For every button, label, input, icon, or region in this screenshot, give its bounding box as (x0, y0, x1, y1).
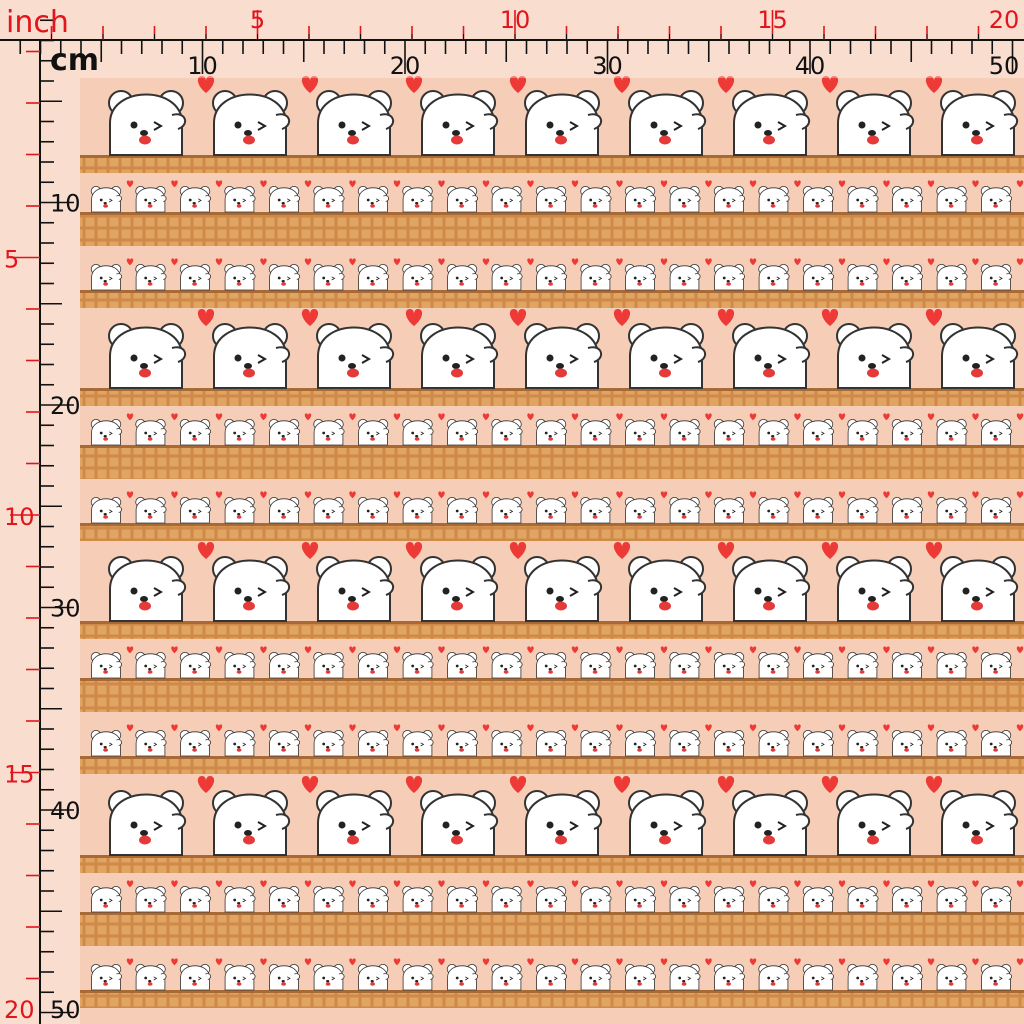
polar-bear-motif (759, 419, 789, 445)
polar-bear-motif (848, 497, 878, 523)
polar-bear-motif (403, 186, 433, 212)
polar-bear-motif (447, 264, 477, 290)
polar-bear-motif (314, 186, 344, 212)
polar-bear-motif (536, 964, 566, 990)
polar-bear-motif (941, 91, 1017, 155)
polar-bear-motif (213, 557, 289, 621)
polar-bear-motif (314, 886, 344, 912)
waffle-band (80, 912, 1024, 946)
polar-bear-motif (421, 557, 497, 621)
polar-bear-motif (733, 91, 809, 155)
polar-bear-motif (269, 730, 299, 756)
waffle-band-edge (80, 523, 1024, 526)
polar-bear-motif (670, 497, 700, 523)
polar-bear-motif (941, 324, 1017, 388)
polar-bear-motif (136, 730, 166, 756)
polar-bear-motif (492, 419, 522, 445)
polar-bear-motif (525, 324, 601, 388)
polar-bear-motif (492, 264, 522, 290)
waffle-band-edge (80, 912, 1024, 915)
polar-bear-motif (525, 557, 601, 621)
polar-bear-motif (180, 419, 210, 445)
polar-bear-motif (314, 497, 344, 523)
polar-bear-motif (358, 264, 388, 290)
polar-bear-motif (803, 419, 833, 445)
polar-bear-motif (803, 264, 833, 290)
polar-bear-motif (581, 730, 611, 756)
polar-bear-motif (225, 264, 255, 290)
polar-bear-motif (492, 497, 522, 523)
inch-label-left: 5 (4, 245, 20, 274)
polar-bear-motif (225, 497, 255, 523)
polar-bear-motif (91, 964, 121, 990)
polar-bear-motif (447, 964, 477, 990)
inch-label-left: 10 (4, 503, 35, 531)
polar-bear-motif (403, 264, 433, 290)
polar-bear-motif (625, 652, 655, 678)
polar-bear-motif (447, 186, 477, 212)
cm-label-top: 20 (389, 52, 421, 80)
polar-bear-motif (581, 419, 611, 445)
polar-bear-motif (492, 886, 522, 912)
polar-bear-motif (837, 324, 913, 388)
polar-bear-motif (358, 186, 388, 212)
polar-bear-motif (536, 886, 566, 912)
inch-unit-label: inch (6, 5, 69, 40)
polar-bear-motif (225, 652, 255, 678)
polar-bear-motif (136, 964, 166, 990)
polar-bear-motif (225, 730, 255, 756)
polar-bear-motif (536, 652, 566, 678)
polar-bear-motif (225, 886, 255, 912)
polar-bear-motif (358, 652, 388, 678)
polar-bear-motif (981, 497, 1011, 523)
polar-bear-motif (136, 264, 166, 290)
polar-bear-motif (91, 186, 121, 212)
polar-bear-motif (403, 964, 433, 990)
polar-bear-motif (109, 791, 185, 855)
polar-bear-motif (225, 419, 255, 445)
polar-bear-motif (892, 730, 922, 756)
polar-bear-motif (714, 419, 744, 445)
polar-bear-motif (670, 652, 700, 678)
polar-bear-motif (109, 324, 185, 388)
polar-bear-motif (714, 497, 744, 523)
cm-unit-label: cm (50, 43, 100, 78)
polar-bear-motif (803, 186, 833, 212)
waffle-band-edge (80, 212, 1024, 215)
polar-bear-motif (314, 652, 344, 678)
polar-bear-motif (269, 886, 299, 912)
polar-bear-motif (317, 791, 393, 855)
polar-bear-motif (759, 264, 789, 290)
polar-bear-motif (109, 91, 185, 155)
polar-bear-motif (629, 791, 705, 855)
polar-bear-motif (629, 557, 705, 621)
polar-bear-motif (981, 419, 1011, 445)
polar-bear-motif (892, 964, 922, 990)
polar-bear-motif (213, 791, 289, 855)
polar-bear-motif (625, 186, 655, 212)
polar-bear-motif (625, 419, 655, 445)
polar-bear-motif (714, 964, 744, 990)
polar-bear-motif (733, 324, 809, 388)
polar-bear-motif (225, 964, 255, 990)
polar-bear-motif (213, 324, 289, 388)
polar-bear-motif (892, 264, 922, 290)
polar-bear-motif (733, 557, 809, 621)
polar-bear-motif (981, 652, 1011, 678)
polar-bear-motif (803, 886, 833, 912)
polar-bear-motif (803, 730, 833, 756)
polar-bear-motif (492, 730, 522, 756)
polar-bear-motif (317, 324, 393, 388)
cm-label-left: 30 (50, 594, 81, 623)
polar-bear-motif (492, 652, 522, 678)
polar-bear-motif (837, 557, 913, 621)
polar-bear-motif (136, 886, 166, 912)
polar-bear-motif (91, 497, 121, 523)
polar-bear-motif (269, 419, 299, 445)
polar-bear-motif (937, 497, 967, 523)
polar-bear-motif (91, 730, 121, 756)
polar-bear-motif (536, 264, 566, 290)
polar-bear-motif (403, 652, 433, 678)
polar-bear-motif (714, 264, 744, 290)
polar-bear-motif (670, 886, 700, 912)
polar-bear-motif (670, 730, 700, 756)
waffle-band (80, 678, 1024, 712)
polar-bear-motif (670, 264, 700, 290)
polar-bear-motif (403, 497, 433, 523)
polar-bear-motif (91, 264, 121, 290)
polar-bear-motif (269, 497, 299, 523)
polar-bear-motif (759, 886, 789, 912)
polar-bear-motif (317, 91, 393, 155)
polar-bear-motif (358, 730, 388, 756)
polar-bear-motif (714, 652, 744, 678)
polar-bear-motif (714, 730, 744, 756)
polar-bear-motif (892, 186, 922, 212)
polar-bear-motif (225, 186, 255, 212)
polar-bear-motif (625, 886, 655, 912)
polar-bear-motif (180, 264, 210, 290)
polar-bear-motif (629, 324, 705, 388)
polar-bear-motif (358, 419, 388, 445)
cm-label-top: 50 (988, 52, 1020, 80)
inch-label-top: 10 (499, 6, 531, 34)
waffle-band-edge (80, 756, 1024, 759)
polar-bear-motif (892, 497, 922, 523)
polar-bear-motif (447, 419, 477, 445)
polar-bear-motif (581, 497, 611, 523)
polar-bear-motif (803, 497, 833, 523)
inch-label-top: 5 (249, 6, 266, 34)
polar-bear-motif (848, 652, 878, 678)
polar-bear-motif (981, 964, 1011, 990)
cm-label-top: 30 (592, 52, 623, 80)
polar-bear-motif (536, 497, 566, 523)
polar-bear-motif (421, 91, 497, 155)
polar-bear-motif (981, 730, 1011, 756)
polar-bear-motif (629, 91, 705, 155)
polar-bear-motif (937, 730, 967, 756)
polar-bear-motif (803, 652, 833, 678)
polar-bear-motif (892, 652, 922, 678)
inch-label-left: 20 (4, 996, 35, 1024)
polar-bear-motif (581, 652, 611, 678)
polar-bear-motif (314, 730, 344, 756)
polar-bear-motif (213, 91, 289, 155)
polar-bear-motif (848, 419, 878, 445)
polar-bear-motif (581, 886, 611, 912)
polar-bear-motif (358, 886, 388, 912)
polar-bear-motif (317, 557, 393, 621)
polar-bear-motif (837, 791, 913, 855)
polar-bear-motif (892, 886, 922, 912)
polar-bear-motif (403, 730, 433, 756)
polar-bear-motif (358, 497, 388, 523)
polar-bear-motif (981, 886, 1011, 912)
inch-label-top: 15 (757, 6, 788, 34)
polar-bear-motif (759, 730, 789, 756)
polar-bear-motif (670, 186, 700, 212)
polar-bear-motif (91, 652, 121, 678)
polar-bear-motif (269, 652, 299, 678)
polar-bear-motif (403, 886, 433, 912)
polar-bear-motif (269, 186, 299, 212)
polar-bear-motif (91, 886, 121, 912)
polar-bear-motif (625, 497, 655, 523)
polar-bear-motif (937, 186, 967, 212)
polar-bear-motif (848, 886, 878, 912)
polar-bear-motif (180, 964, 210, 990)
polar-bear-motif (670, 964, 700, 990)
polar-bear-motif (759, 964, 789, 990)
polar-bear-motif (536, 186, 566, 212)
polar-bear-motif (581, 264, 611, 290)
polar-bear-motif (91, 419, 121, 445)
waffle-band (80, 212, 1024, 246)
polar-bear-motif (536, 419, 566, 445)
waffle-band (80, 445, 1024, 479)
polar-bear-motif (525, 91, 601, 155)
polar-bear-motif (937, 264, 967, 290)
polar-bear-motif (848, 964, 878, 990)
polar-bear-motif (492, 964, 522, 990)
polar-bear-motif (421, 791, 497, 855)
inch-label-top: 20 (988, 6, 1020, 34)
polar-bear-motif (109, 557, 185, 621)
polar-bear-motif (625, 264, 655, 290)
polar-bear-motif (848, 186, 878, 212)
polar-bear-motif (625, 730, 655, 756)
polar-bear-motif (837, 91, 913, 155)
polar-bear-motif (759, 497, 789, 523)
polar-bear-motif (525, 791, 601, 855)
waffle-band-edge (80, 990, 1024, 993)
polar-bear-motif (733, 791, 809, 855)
polar-bear-motif (447, 730, 477, 756)
polar-bear-motif (759, 652, 789, 678)
cm-label-top: 40 (794, 52, 826, 80)
waffle-band-edge (80, 678, 1024, 681)
polar-bear-motif (358, 964, 388, 990)
polar-bear-motif (941, 791, 1017, 855)
polar-bear-motif (937, 964, 967, 990)
polar-bear-motif (136, 186, 166, 212)
polar-bear-motif (180, 730, 210, 756)
polar-bear-motif (180, 652, 210, 678)
polar-bear-motif (314, 419, 344, 445)
polar-bear-motif (314, 264, 344, 290)
polar-bear-motif (447, 497, 477, 523)
polar-bear-motif (180, 497, 210, 523)
polar-bear-motif (625, 964, 655, 990)
cm-label-top: 10 (187, 52, 218, 80)
polar-bear-motif (848, 730, 878, 756)
polar-bear-motif (447, 652, 477, 678)
polar-bear-motif (269, 964, 299, 990)
cm-label-left: 40 (50, 797, 81, 825)
polar-bear-motif (136, 652, 166, 678)
polar-bear-motif (180, 886, 210, 912)
polar-bear-motif (981, 264, 1011, 290)
polar-bear-motif (136, 497, 166, 523)
polar-bear-motif (421, 324, 497, 388)
cm-label-left: 50 (50, 996, 81, 1024)
polar-bear-motif (937, 886, 967, 912)
cm-label-left: 20 (50, 392, 81, 420)
cm-label-left: 10 (50, 189, 81, 218)
inch-label-left: 15 (4, 760, 35, 789)
polar-bear-motif (314, 964, 344, 990)
polar-bear-motif (447, 886, 477, 912)
polar-bear-motif (803, 964, 833, 990)
polar-bear-motif (670, 419, 700, 445)
polar-bear-motif (180, 186, 210, 212)
polar-bear-motif (981, 186, 1011, 212)
polar-bear-motif (892, 419, 922, 445)
polar-bear-motif (536, 730, 566, 756)
polar-bear-motif (403, 419, 433, 445)
polar-bear-motif (937, 652, 967, 678)
polar-bear-motif (848, 264, 878, 290)
polar-bear-motif (714, 186, 744, 212)
polar-bear-motif (714, 886, 744, 912)
polar-bear-motif (269, 264, 299, 290)
polar-bear-motif (581, 964, 611, 990)
waffle-band-edge (80, 445, 1024, 448)
polar-bear-motif (941, 557, 1017, 621)
polar-bear-motif (136, 419, 166, 445)
polar-bear-motif (581, 186, 611, 212)
polar-bear-motif (937, 419, 967, 445)
polar-bear-motif (492, 186, 522, 212)
waffle-band-edge (80, 290, 1024, 293)
polar-bear-motif (759, 186, 789, 212)
